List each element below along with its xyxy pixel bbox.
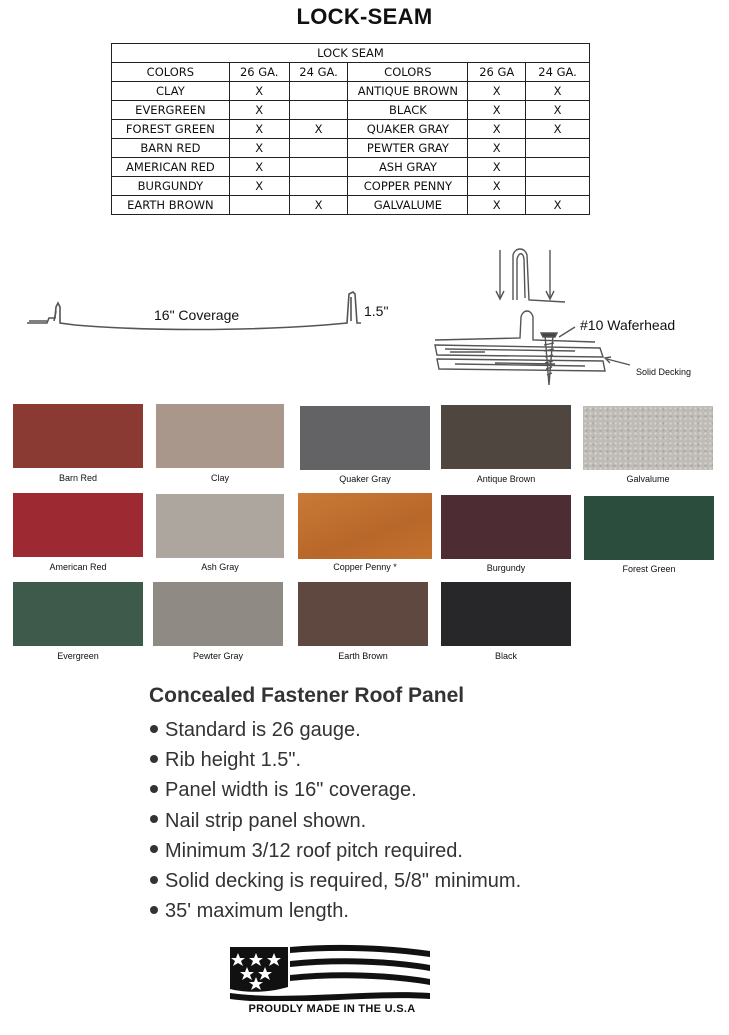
- table-row: [112, 196, 590, 215]
- feature-text: Minimum 3/12 roof pitch required.: [165, 839, 463, 862]
- bullet-icon: [150, 906, 158, 914]
- table-cell: X: [229, 158, 289, 177]
- color-chip: [153, 582, 283, 646]
- feature-item: [150, 866, 521, 896]
- table-cell: X: [229, 101, 289, 120]
- page-title: LOCK-SEAM: [296, 4, 433, 29]
- feature-item: [150, 715, 521, 745]
- color-swatch: [153, 582, 283, 663]
- table-cell: [229, 196, 289, 215]
- table-cell: X: [526, 196, 590, 215]
- color-swatch: [13, 493, 143, 574]
- feature-text: 35' maximum length.: [165, 900, 349, 923]
- table-header-cell: 24 GA.: [289, 63, 348, 82]
- table-cell: PEWTER GRAY: [348, 139, 468, 158]
- table-cell: FOREST GREEN: [112, 120, 230, 139]
- feature-list: [150, 715, 521, 926]
- table-cell: X: [289, 196, 348, 215]
- table-cell: X: [289, 120, 348, 139]
- color-swatch: [156, 494, 284, 574]
- color-chip: [13, 493, 143, 557]
- table-row: [112, 139, 590, 158]
- color-chip: [584, 496, 714, 560]
- table-cell: X: [526, 82, 590, 101]
- bullet-icon: [150, 785, 158, 793]
- panel-heading: Concealed Fastener Roof Panel: [149, 684, 465, 707]
- table-cell: ANTIQUE BROWN: [348, 82, 468, 101]
- table-row: [112, 120, 590, 139]
- table-cell: [289, 177, 348, 196]
- color-chip: [298, 493, 432, 559]
- color-name-label: Copper Penny *: [333, 562, 397, 572]
- table-row: [112, 158, 590, 177]
- color-swatch: [300, 406, 430, 486]
- color-chip: [298, 582, 428, 646]
- coverage-label: 16" Coverage: [154, 307, 240, 323]
- table-caption: LOCK SEAM: [112, 44, 590, 63]
- color-chip: [583, 406, 713, 470]
- color-chip: [13, 582, 143, 646]
- color-name-label: Earth Brown: [338, 651, 388, 661]
- table-cell: X: [229, 120, 289, 139]
- color-chip: [441, 495, 571, 559]
- feature-item: [150, 775, 521, 805]
- color-chip: [441, 582, 571, 646]
- color-swatch: [584, 496, 714, 576]
- table-cell: EARTH BROWN: [112, 196, 230, 215]
- table-header-cell: 26 GA: [468, 63, 526, 82]
- color-chip: [441, 405, 571, 469]
- feature-text: Standard is 26 gauge.: [165, 719, 361, 741]
- color-swatch: [156, 404, 284, 485]
- table-header-cell: 24 GA.: [526, 63, 590, 82]
- color-swatch: [441, 582, 571, 663]
- table-cell: [526, 177, 590, 196]
- color-swatch: [583, 406, 713, 486]
- color-name-label: Evergreen: [57, 651, 99, 661]
- feature-text: Nail strip panel shown.: [165, 809, 367, 832]
- table-cell: X: [468, 139, 526, 158]
- color-name-label: Black: [494, 651, 517, 661]
- table-cell: ASH GRAY: [348, 158, 468, 177]
- color-swatch: [298, 582, 428, 663]
- color-swatch: [441, 405, 571, 486]
- table-cell: COPPER PENNY: [348, 177, 468, 196]
- color-swatch: [13, 582, 143, 663]
- table-cell: BARN RED: [112, 139, 230, 158]
- feature-text: Rib height 1.5".: [165, 749, 302, 772]
- color-swatch: [13, 404, 143, 485]
- color-chip: [13, 404, 143, 468]
- table-cell: [289, 101, 348, 120]
- color-name-label: Galvalume: [626, 474, 670, 484]
- table-cell: X: [468, 177, 526, 196]
- table-cell: GALVALUME: [348, 196, 468, 215]
- table-cell: X: [526, 101, 590, 120]
- bullet-icon: [150, 725, 158, 733]
- bullet-icon: [150, 755, 158, 763]
- color-name-label: American Red: [49, 562, 107, 572]
- table-header-cell: 26 GA.: [229, 63, 289, 82]
- bullet-icon: [150, 876, 158, 884]
- color-chip: [300, 406, 430, 470]
- table-cell: X: [468, 82, 526, 101]
- table-cell: BLACK: [348, 101, 468, 120]
- decking-label: Solid Decking: [636, 367, 692, 377]
- table-row: [112, 177, 590, 196]
- table-body: [112, 82, 590, 215]
- table-cell: BURGUNDY: [112, 177, 230, 196]
- color-name-label: Quaker Gray: [339, 474, 391, 484]
- table-cell: X: [468, 101, 526, 120]
- feature-item: [150, 896, 521, 926]
- color-name-label: Clay: [210, 473, 229, 483]
- color-chip: [156, 494, 284, 558]
- table-cell: [526, 158, 590, 177]
- color-gauge-table: [111, 43, 590, 215]
- color-chip: [156, 404, 284, 468]
- color-swatch: [441, 495, 571, 575]
- table-row: [112, 82, 590, 101]
- table-cell: QUAKER GRAY: [348, 120, 468, 139]
- feature-text: Solid decking is required, 5/8" minimum.: [165, 869, 522, 892]
- table-cell: X: [468, 120, 526, 139]
- feature-item: [150, 836, 521, 866]
- color-name-label: Burgundy: [486, 563, 526, 573]
- table-cell: [289, 158, 348, 177]
- table-cell: AMERICAN RED: [112, 158, 230, 177]
- table-header-cell: COLORS: [112, 63, 230, 82]
- table-cell: [289, 139, 348, 158]
- fastener-label: #10 Waferhead: [580, 317, 676, 333]
- feature-item: [150, 806, 521, 836]
- made-in-usa-text: PROUDLY MADE IN THE U.S.A: [248, 1003, 416, 1015]
- table-cell: X: [229, 139, 289, 158]
- table-header-cell: COLORS: [348, 63, 468, 82]
- table-cell: [526, 139, 590, 158]
- bullet-icon: [150, 815, 158, 823]
- feature-text: Panel width is 16" coverage.: [165, 779, 417, 802]
- table-header-row: [112, 63, 590, 82]
- color-name-label: Pewter Gray: [192, 651, 243, 661]
- table-cell: EVERGREEN: [112, 101, 230, 120]
- color-name-label: Barn Red: [58, 473, 98, 483]
- color-name-label: Forest Green: [622, 564, 676, 574]
- color-name-label: Antique Brown: [476, 474, 536, 484]
- color-swatch: [298, 493, 432, 574]
- table-cell: X: [229, 177, 289, 196]
- table-cell: X: [526, 120, 590, 139]
- table-cell: [289, 82, 348, 101]
- usa-flag-icon: [228, 943, 432, 1001]
- bullet-icon: [150, 845, 158, 853]
- table-cell: CLAY: [112, 82, 230, 101]
- table-cell: X: [468, 196, 526, 215]
- color-name-label: Ash Gray: [201, 562, 239, 572]
- table-cell: X: [468, 158, 526, 177]
- feature-item: [150, 745, 521, 775]
- table-row: [112, 101, 590, 120]
- table-cell: X: [229, 82, 289, 101]
- rib-height-label: 1.5": [364, 303, 389, 319]
